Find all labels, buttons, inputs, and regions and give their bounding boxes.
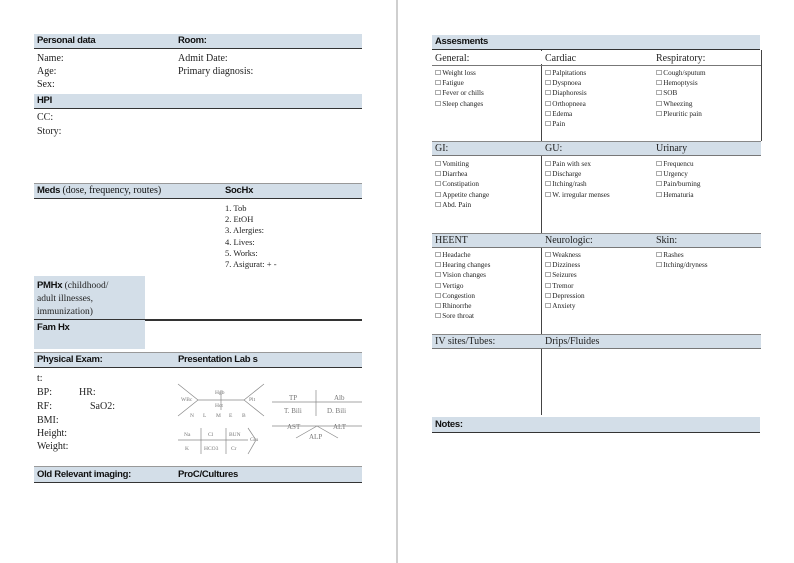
checklist-item[interactable]: ☐ Discharge: [545, 169, 610, 179]
right-page: [398, 0, 794, 563]
lab-k: K: [185, 446, 189, 452]
checklist-item[interactable]: ☐ Tremor: [545, 281, 585, 291]
row1-rule: [432, 65, 761, 66]
checklist-item[interactable]: ☐ Palpitations: [545, 68, 587, 78]
bp-label: BP:: [37, 387, 53, 398]
checklist-item[interactable]: ☐ Rashes: [656, 250, 708, 260]
urinary-title: Urinary: [656, 143, 688, 154]
left-page: [0, 0, 396, 563]
checklist-item[interactable]: ☐ Pain: [545, 119, 587, 129]
row3-rule: [432, 247, 761, 248]
row4-rule: [432, 348, 761, 349]
checklist-item[interactable]: ☐ Constipation: [435, 179, 489, 189]
sochx-item: 7. Asigurat: + -: [225, 259, 277, 270]
meds-header-detail: (dose, frequency, routes): [62, 185, 162, 196]
hpi-header: HPI: [37, 95, 52, 106]
checklist-item[interactable]: ☐ Vertigo: [435, 281, 490, 291]
checklist-item[interactable]: ☐ Edema: [545, 109, 587, 119]
checklist-item[interactable]: ☐ Vomiting: [435, 159, 489, 169]
presentation-labs-header: Presentation Lab s: [178, 354, 258, 365]
checklist-item[interactable]: ☐ Abd. Pain: [435, 200, 489, 210]
skin-title: Skin:: [656, 235, 678, 246]
lab-bun: BUN: [229, 432, 241, 438]
meds-header-title: Meds: [37, 185, 61, 196]
sochx-item: 1. Tob: [225, 203, 247, 213]
checklist-item[interactable]: ☐ Depression: [545, 291, 585, 301]
meds-header: [37, 184, 161, 198]
lab-diff-n: N: [190, 413, 194, 419]
room-header: Room:: [178, 35, 207, 46]
old-imaging-header: Old Relevant imaging:: [37, 469, 131, 480]
pmhx-detail-3: immunization): [37, 306, 93, 317]
lab-diff-b: B: [242, 413, 246, 419]
lab-hco3: HCO3: [204, 446, 219, 452]
gu-title: GU:: [545, 143, 563, 154]
checklist-item[interactable]: ☐ Itching/rash: [545, 179, 610, 189]
sex-label: Sex:: [37, 79, 55, 90]
checklist-item[interactable]: ☐ Cough/sputum: [656, 68, 706, 78]
row2-bar: [432, 141, 761, 155]
checklist-item[interactable]: ☐ Vision changes: [435, 270, 490, 280]
primary-diagnosis-label: Primary diagnosis:: [178, 66, 254, 77]
checklist-item[interactable]: ☐ Hematuria: [656, 190, 700, 200]
lab-diff-e: E: [229, 413, 233, 419]
lab-plt: Plt: [249, 397, 256, 403]
notes-header: Notes:: [435, 419, 463, 430]
pmhx-detail-2: adult illnesses,: [37, 294, 93, 304]
checklist-item[interactable]: ☐ Itching/dryness: [656, 260, 708, 270]
lab-alb: Alb: [334, 394, 345, 402]
checklist-item[interactable]: ☐ Fatigue: [435, 78, 484, 88]
iv-sites-title: IV sites/Tubes:: [435, 336, 496, 347]
checklist-item[interactable]: ☐ Hemoptysis: [656, 78, 706, 88]
height-label: Height:: [37, 428, 67, 439]
checklist-item[interactable]: ☐ Anxiety: [545, 301, 585, 311]
checklist-item[interactable]: ☐ Congestion: [435, 291, 490, 301]
cardiac-checklist: [545, 68, 587, 129]
lab-tp: TP: [289, 394, 298, 402]
assessments-header: Assesments: [435, 36, 488, 47]
gi-checklist: [435, 159, 489, 210]
heent-checklist: [435, 250, 490, 321]
checklist-item[interactable]: ☐ Hearing changes: [435, 260, 490, 270]
drips-title: Drips/Fluides: [545, 336, 600, 347]
lab-ast: AST: [287, 423, 301, 431]
skin-checklist: [656, 250, 708, 270]
respiratory-title: Respiratory:: [656, 53, 706, 64]
famhx-header: Fam Hx: [37, 322, 70, 333]
checklist-item[interactable]: ☐ Orthopneea: [545, 99, 587, 109]
cardiac-title: Cardiac: [545, 53, 577, 64]
lab-cr: Cr: [231, 446, 237, 452]
neurologic-title: Neurologic:: [545, 235, 593, 246]
checklist-item[interactable]: ☐ SOB: [656, 88, 706, 98]
cultures-header: ProC/Cultures: [178, 469, 238, 480]
checklist-item[interactable]: ☐ Diaphoresis: [545, 88, 587, 98]
lab-alp: ALP: [309, 433, 323, 441]
general-checklist: [435, 68, 484, 109]
notes-bar: [432, 417, 760, 433]
lab-hct: Hct: [215, 403, 223, 409]
checklist-item[interactable]: ☐ W. irregular menses: [545, 190, 610, 200]
checklist-item[interactable]: ☐ Pain with sex: [545, 159, 610, 169]
checklist-item[interactable]: ☐ Seizures: [545, 270, 585, 280]
physical-exam-header: Physical Exam:: [37, 354, 103, 365]
personal-data-header: Personal data: [37, 35, 96, 46]
sochx-item: 5. Works:: [225, 247, 258, 258]
story-label: Story:: [37, 126, 62, 137]
sochx-header: SocHx: [225, 185, 254, 196]
checklist-item[interactable]: ☐ Rhinorrhe: [435, 301, 490, 311]
lab-hgb: Hgb: [215, 390, 225, 396]
rf-label: RF:: [37, 401, 53, 412]
pmhx-detail-1: (childhood/: [64, 281, 109, 291]
name-label: Name:: [37, 53, 64, 64]
checklist-item[interactable]: ☐ Weight loss: [435, 68, 484, 78]
sochx-list: [225, 203, 277, 270]
row3-bar: [432, 233, 761, 247]
lab-diff-m: M: [216, 413, 221, 419]
sao2-label: SaO2:: [90, 401, 115, 412]
temp-label: t:: [37, 373, 43, 384]
pmhx-header: PMHx: [37, 280, 63, 291]
sochx-item: 4. Lives:: [225, 236, 255, 247]
gu-checklist: [545, 159, 610, 200]
general-title: General:: [435, 53, 470, 64]
pmhx-label: [37, 279, 108, 318]
urinary-checklist: [656, 159, 700, 200]
lab-glu: Glu: [250, 437, 259, 443]
checklist-item[interactable]: ☐ Appetite change: [435, 190, 489, 200]
checklist-item[interactable]: ☐ Diarrhea: [435, 169, 489, 179]
lab-na: Na: [184, 432, 191, 438]
checklist-item[interactable]: ☐ Dizziness: [545, 260, 585, 270]
lab-t-bili: T. Bili: [284, 407, 302, 415]
checklist-item[interactable]: ☐ Sleep changes: [435, 99, 484, 109]
cc-label: CC:: [37, 112, 54, 123]
checklist-item[interactable]: ☐ Pain/burning: [656, 179, 700, 189]
hr-label: HR:: [79, 387, 96, 398]
checklist-item[interactable]: ☐ Urgency: [656, 169, 700, 179]
sochx-item: 3. Alergies:: [225, 225, 265, 236]
checklist-item[interactable]: ☐ Pleuritic pain: [656, 109, 706, 119]
hpi-bar: [34, 94, 362, 109]
gi-title: GI:: [435, 143, 449, 154]
lab-d-bili: D. Bili: [327, 407, 347, 415]
sochx-item: 2. EtOH: [225, 214, 254, 225]
row2-rule: [432, 155, 761, 156]
checklist-item[interactable]: ☐ Headache: [435, 250, 490, 260]
weight-label: Weight:: [37, 441, 69, 452]
lab-alt: ALT: [333, 423, 346, 431]
admit-date-label: Admit Date:: [178, 53, 228, 64]
lab-wbc: WBc: [181, 397, 193, 403]
checklist-item[interactable]: ☐ Dyspnoea: [545, 78, 587, 88]
checklist-item[interactable]: ☐ Weakness: [545, 250, 585, 260]
bmi-label: BMI:: [37, 415, 59, 426]
lab-cl: Cl: [208, 432, 214, 438]
checklist-item[interactable]: ☐ Fever or chills: [435, 88, 484, 98]
neurologic-checklist: [545, 250, 585, 311]
checklist-item[interactable]: ☐ Sore throat: [435, 311, 490, 321]
grid-right-border-1: [761, 50, 762, 141]
row1-bar: [432, 51, 760, 64]
age-label: Age:: [37, 66, 57, 77]
checklist-item[interactable]: ☐ Wheezing: [656, 99, 706, 109]
checklist-item[interactable]: ☐ Frequencu: [656, 159, 700, 169]
respiratory-checklist: [656, 68, 706, 119]
heent-title: HEENT: [435, 235, 468, 246]
lab-diff-l: L: [203, 413, 207, 419]
